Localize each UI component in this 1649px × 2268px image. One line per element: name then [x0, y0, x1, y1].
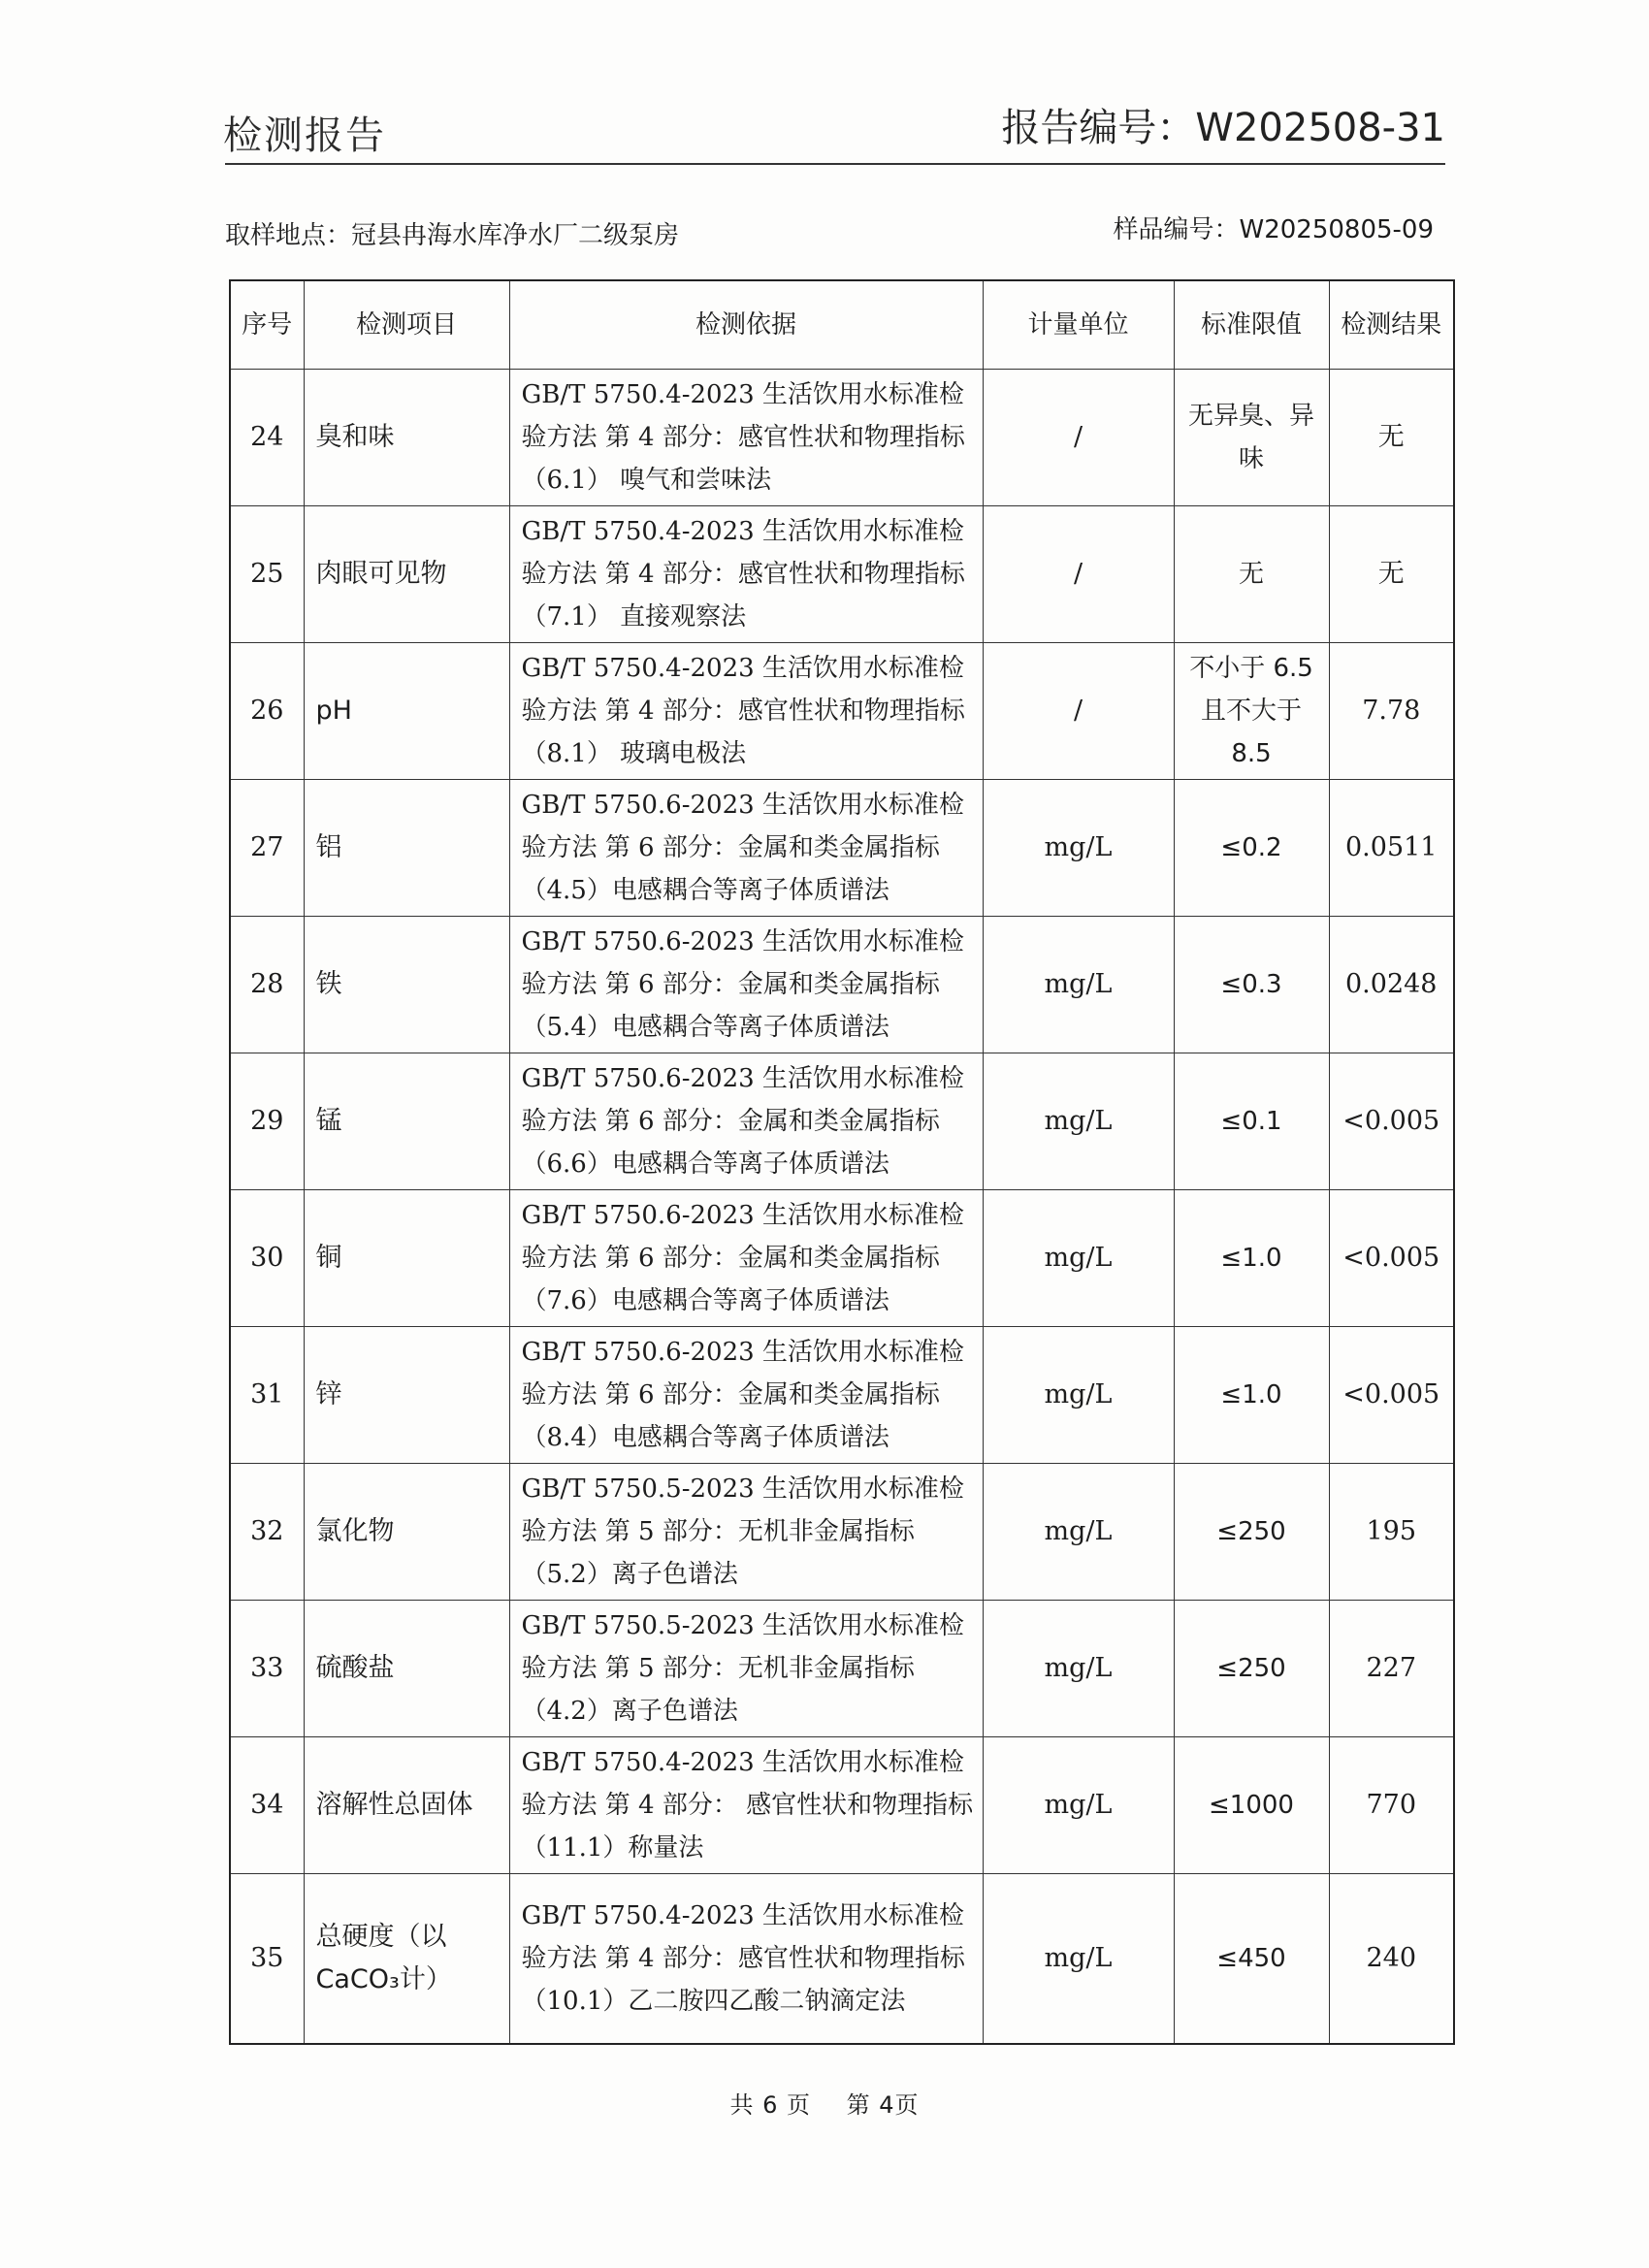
row-result: <0.005: [1329, 1190, 1454, 1327]
row-result: 7.78: [1329, 643, 1454, 780]
row-unit: mg/L: [983, 1601, 1174, 1737]
table-row: [230, 917, 1454, 1053]
table-row: [230, 643, 1454, 780]
row-item: 硫酸盐: [304, 1601, 509, 1737]
row-no: 32: [230, 1464, 304, 1601]
row-item: 铜: [304, 1190, 509, 1327]
row-no: 27: [230, 780, 304, 917]
table-row: [230, 1737, 1454, 1874]
table-row: [230, 1464, 1454, 1601]
row-basis: GB/T 5750.6-2023 生活饮用水标准检验方法 第 6 部分：金属和类金属指标（7.6）电感耦合等离子体质谱法: [509, 1190, 983, 1327]
row-no: 29: [230, 1053, 304, 1190]
document-title: 检测报告: [223, 113, 386, 158]
row-unit: /: [983, 370, 1174, 506]
sample-number-label: 样品编号：: [1113, 215, 1240, 244]
row-item: 总硬度（以CaCO₃计）: [304, 1874, 509, 2045]
row-unit: mg/L: [983, 1737, 1174, 1874]
row-basis: GB/T 5750.6-2023 生活饮用水标准检验方法 第 6 部分：金属和类金属指标（4.5）电感耦合等离子体质谱法: [509, 780, 983, 917]
row-no: 24: [230, 370, 304, 506]
table-row: [230, 1327, 1454, 1464]
header-no: 序号: [230, 280, 304, 370]
row-item: 锌: [304, 1327, 509, 1464]
results-table: [229, 279, 1455, 2045]
row-result: 无: [1329, 506, 1454, 643]
table-row: [230, 1053, 1454, 1190]
row-limit: 不小于 6.5 且不大于 8.5: [1174, 643, 1329, 780]
row-no: 28: [230, 917, 304, 1053]
row-no: 30: [230, 1190, 304, 1327]
row-basis: GB/T 5750.4-2023 生活饮用水标准检验方法 第 4 部分：感官性状和物理指标（6.1） 嗅气和尝味法: [509, 370, 983, 506]
row-basis: GB/T 5750.4-2023 生活饮用水标准检验方法 第 4 部分： 感官性状和物理指标（11.1）称量法: [509, 1737, 983, 1874]
row-result: 0.0248: [1329, 917, 1454, 1053]
current-page: 第 4页: [846, 2091, 920, 2119]
row-limit: ≤1000: [1174, 1737, 1329, 1874]
row-item: 铁: [304, 917, 509, 1053]
sample-number-value: W20250805-09: [1239, 215, 1434, 244]
row-limit: ≤0.2: [1174, 780, 1329, 917]
row-limit: ≤250: [1174, 1464, 1329, 1601]
row-limit: ≤0.1: [1174, 1053, 1329, 1190]
row-no: 35: [230, 1874, 304, 2045]
row-item: 臭和味: [304, 370, 509, 506]
sampling-site: [225, 215, 679, 251]
row-limit: 无异臭、异味: [1174, 370, 1329, 506]
row-limit: ≤1.0: [1174, 1327, 1329, 1464]
header-limit: 标准限值: [1174, 280, 1329, 370]
row-unit: mg/L: [983, 780, 1174, 917]
header-item: 检测项目: [304, 280, 509, 370]
table-row: [230, 1874, 1454, 2045]
row-unit: /: [983, 506, 1174, 643]
table-row: [230, 1601, 1454, 1737]
row-limit: ≤450: [1174, 1874, 1329, 2045]
row-limit: ≤250: [1174, 1601, 1329, 1737]
report-number: [1001, 97, 1445, 152]
row-result: 无: [1329, 370, 1454, 506]
row-basis: GB/T 5750.6-2023 生活饮用水标准检验方法 第 6 部分：金属和类金属指标（6.6）电感耦合等离子体质谱法: [509, 1053, 983, 1190]
row-basis: GB/T 5750.4-2023 生活饮用水标准检验方法 第 4 部分：感官性状和物理指标 （10.1）乙二胺四乙酸二钠滴定法: [509, 1874, 983, 2045]
row-result: <0.005: [1329, 1053, 1454, 1190]
header-basis: 检测依据: [509, 280, 983, 370]
row-limit: ≤1.0: [1174, 1190, 1329, 1327]
row-item: 肉眼可见物: [304, 506, 509, 643]
row-basis: GB/T 5750.6-2023 生活饮用水标准检验方法 第 6 部分：金属和类金属指标（5.4）电感耦合等离子体质谱法: [509, 917, 983, 1053]
row-result: 227: [1329, 1601, 1454, 1737]
row-unit: /: [983, 643, 1174, 780]
row-unit: mg/L: [983, 1053, 1174, 1190]
report-number-value: W202508-31: [1195, 106, 1445, 150]
row-item: 铝: [304, 780, 509, 917]
row-no: 25: [230, 506, 304, 643]
table-row: [230, 1190, 1454, 1327]
row-item: 溶解性总固体: [304, 1737, 509, 1874]
row-unit: mg/L: [983, 917, 1174, 1053]
row-basis: GB/T 5750.5-2023 生活饮用水标准检验方法 第 5 部分：无机非金属指标（4.2）离子色谱法: [509, 1601, 983, 1737]
report-number-label: 报告编号：: [1001, 106, 1196, 150]
row-result: 240: [1329, 1874, 1454, 2045]
header-unit: 计量单位: [983, 280, 1174, 370]
row-basis: GB/T 5750.6-2023 生活饮用水标准检验方法 第 6 部分：金属和类金属指标（8.4）电感耦合等离子体质谱法: [509, 1327, 983, 1464]
row-basis: GB/T 5750.4-2023 生活饮用水标准检验方法 第 4 部分：感官性状和物理指标（7.1） 直接观察法: [509, 506, 983, 643]
row-result: <0.005: [1329, 1327, 1454, 1464]
table-row: [230, 506, 1454, 643]
row-result: 0.0511: [1329, 780, 1454, 917]
row-result: 195: [1329, 1464, 1454, 1601]
row-no: 33: [230, 1601, 304, 1737]
row-limit: ≤0.3: [1174, 917, 1329, 1053]
table-row: [230, 780, 1454, 917]
row-unit: mg/L: [983, 1874, 1174, 2045]
sampling-site-label: 取样地点：: [225, 221, 352, 250]
row-limit: 无: [1174, 506, 1329, 643]
header-divider: [225, 163, 1445, 165]
table-header-row: [230, 280, 1454, 370]
total-pages: 共 6 页: [729, 2091, 811, 2119]
row-basis: GB/T 5750.5-2023 生活饮用水标准检验方法 第 5 部分：无机非金属指标（5.2）离子色谱法: [509, 1464, 983, 1601]
row-no: 26: [230, 643, 304, 780]
row-result: 770: [1329, 1737, 1454, 1874]
row-no: 34: [230, 1737, 304, 1874]
sample-number: [1113, 210, 1434, 245]
row-basis: GB/T 5750.4-2023 生活饮用水标准检验方法 第 4 部分：感官性状和物理指标（8.1） 玻璃电极法: [509, 643, 983, 780]
header-result: 检测结果: [1329, 280, 1454, 370]
row-unit: mg/L: [983, 1464, 1174, 1601]
row-unit: mg/L: [983, 1190, 1174, 1327]
row-item: 氯化物: [304, 1464, 509, 1601]
table-row: [230, 370, 1454, 506]
page-footer: [0, 2086, 1649, 2120]
sampling-site-value: 冠县冉海水库净水厂二级泵房: [351, 221, 680, 250]
row-unit: mg/L: [983, 1327, 1174, 1464]
row-item: 锰: [304, 1053, 509, 1190]
row-no: 31: [230, 1327, 304, 1464]
row-item: pH: [304, 643, 509, 780]
